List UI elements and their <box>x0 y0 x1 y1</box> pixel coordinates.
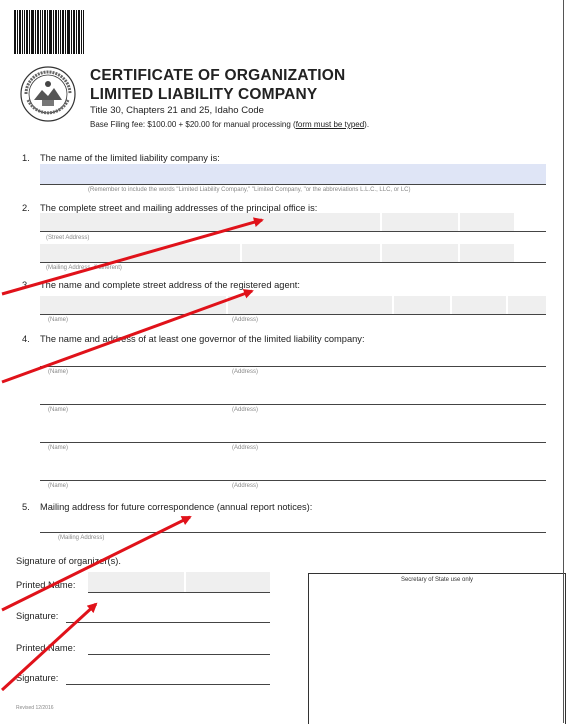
printed-name-1-field-b[interactable] <box>186 572 270 592</box>
item-5-number: 5. <box>22 502 30 512</box>
agent-zip-field[interactable] <box>508 296 546 314</box>
principal-mailing-field[interactable] <box>40 244 240 262</box>
title-line-1: CERTIFICATE OF ORGANIZATION <box>90 67 346 84</box>
principal-state-field[interactable] <box>460 213 514 231</box>
governor-1-address-hint: (Address) <box>232 369 259 375</box>
principal-mailing-zip-field[interactable] <box>460 244 514 262</box>
barcode <box>14 10 84 54</box>
principal-mailing-city-field[interactable] <box>242 244 380 262</box>
form-title <box>90 66 345 104</box>
agent-name-field[interactable] <box>40 296 226 314</box>
governor-4-line[interactable] <box>40 480 546 481</box>
signature-1-line[interactable] <box>66 622 270 623</box>
item-4-number: 4. <box>22 334 30 344</box>
signature-2-line[interactable] <box>66 684 270 685</box>
item-1-number: 1. <box>22 153 30 163</box>
statute-reference: Title 30, Chapters 21 and 25, Idaho Code <box>90 105 264 116</box>
agent-state-field[interactable] <box>452 296 506 314</box>
governor-2-line[interactable] <box>40 404 546 405</box>
signature-1-label: Signature: <box>16 611 59 621</box>
signature-heading: Signature of organizer(s). <box>16 556 121 566</box>
printed-name-2-label: Printed Name: <box>16 643 76 653</box>
item-4-text: The name and address of at least one governor of the limited liability company: <box>40 334 365 344</box>
fee-prefix: Base Filing fee: $100.00 + $20.00 for manual processing ( <box>90 120 296 129</box>
printed-name-1-line <box>88 592 270 593</box>
filing-fee <box>90 120 369 129</box>
item-3-text: The name and complete street address of the registered agent: <box>40 280 300 290</box>
printed-name-1-label: Printed Name: <box>16 580 76 590</box>
agent-city-field[interactable] <box>394 296 450 314</box>
street-address-hint: (Street Address) <box>46 235 90 241</box>
item-2-number: 2. <box>22 203 30 213</box>
fee-suffix: ). <box>364 120 370 129</box>
sos-use-only-box <box>308 573 566 724</box>
page-edge <box>563 0 564 723</box>
company-name-hint: (Remember to include the words "Limited Liability Company," "Limited Company, "or the abbreviations L.L.C., LLC, or LC) <box>88 187 411 193</box>
governor-3-line[interactable] <box>40 442 546 443</box>
governor-3-name-hint: (Name) <box>48 445 69 451</box>
future-mailing-line[interactable] <box>40 532 546 533</box>
company-name-field[interactable] <box>40 164 546 184</box>
state-seal-icon <box>20 66 76 122</box>
form-must-be-typed-link[interactable]: form must be typed <box>295 120 365 129</box>
future-mailing-hint: (Mailing Address) <box>58 535 105 541</box>
principal-mailing-line <box>40 262 546 263</box>
governor-3-address-hint: (Address) <box>232 445 259 451</box>
governor-4-name-hint: (Name) <box>48 483 69 489</box>
item-2-text: The complete street and mailing addresses of the principal office is: <box>40 203 318 213</box>
printed-name-1-field[interactable] <box>88 572 184 592</box>
revised-date: Revised 12/2016 <box>16 705 54 711</box>
governor-2-name-hint: (Name) <box>48 407 69 413</box>
title-line-2: LIMITED LIABILITY COMPANY <box>90 86 318 103</box>
agent-name-hint: (Name) <box>48 317 69 323</box>
governor-1-line[interactable] <box>40 366 546 367</box>
principal-city-field[interactable] <box>382 213 458 231</box>
agent-address-hint: (Address) <box>232 317 259 323</box>
sos-use-only-label: Secretary of State use only <box>400 577 474 583</box>
item-1-text: The name of the limited liability company is: <box>40 153 220 163</box>
printed-name-2-line[interactable] <box>88 654 270 655</box>
governor-1-name-hint: (Name) <box>48 369 69 375</box>
item-3-number: 3. <box>22 280 30 290</box>
principal-street-line <box>40 231 546 232</box>
principal-mailing-state-field[interactable] <box>382 244 458 262</box>
principal-street-field[interactable] <box>40 213 380 231</box>
company-name-line <box>40 184 546 185</box>
governor-4-address-hint: (Address) <box>232 483 259 489</box>
agent-address-field[interactable] <box>228 296 392 314</box>
agent-line <box>40 314 546 315</box>
item-5-text: Mailing address for future correspondence (annual report notices): <box>40 502 313 512</box>
mailing-address-hint: (Mailing Address, if different) <box>46 265 122 271</box>
governor-2-address-hint: (Address) <box>232 407 259 413</box>
signature-2-label: Signature: <box>16 673 59 683</box>
